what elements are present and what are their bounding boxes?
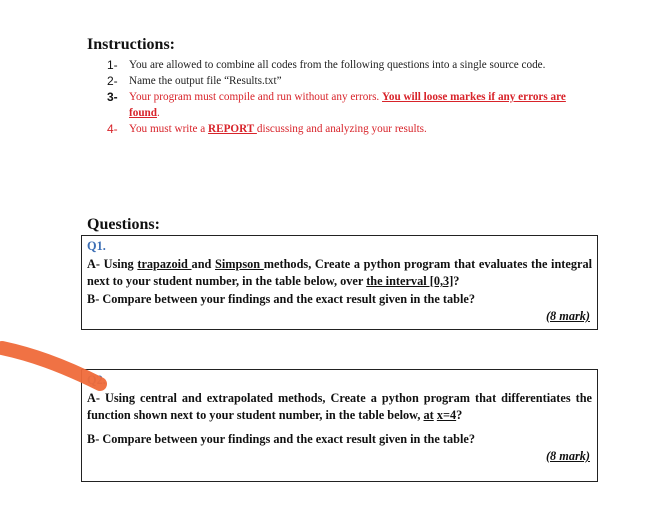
q1-a-text: and [191,256,216,271]
q1-interval: the interval [0,3] [366,274,454,288]
instruction-text-part: Your program must compile and run without any errors. [129,91,383,103]
question-2-label: Q2. [87,373,106,387]
question-2-mark: (8 mark) [545,449,590,463]
instruction-text [129,89,582,121]
question-1-part-a [87,256,592,291]
question-1-box [81,235,598,330]
instruction-item-1 [107,57,582,73]
instruction-item-3 [107,89,582,121]
questions-heading: Questions: [87,216,160,233]
q1-keyword-simpson: Simpson [215,256,264,271]
instruction-text: Name the output file “Results.txt” [129,75,282,87]
q1-a-text: methods, Create a python program that evaluates the integral next to your student number, in the table below, over [87,256,593,288]
instructions-list [107,57,582,137]
q2-x-value: x=4 [436,408,457,422]
highlighter-mark-icon [0,340,110,400]
instruction-text-part: You must write a [129,123,209,135]
instruction-text-part: . [157,107,160,119]
question-2-part-b: B- Compare between your findings and the exact result given in the table? [87,431,476,446]
instruction-number: 3- [107,90,118,104]
instruction-text: You are allowed to combine all codes from the following questions into a single source code. [129,59,546,71]
instruction-item-2 [107,73,582,89]
instruction-warning: You will loose markes if any errors are found [129,91,566,119]
instruction-text-part: discussing and analyzing your results. [256,123,427,135]
instruction-number: 1- [107,58,118,72]
q2-a-text: ? [456,408,463,422]
instruction-item-4 [107,121,582,137]
question-1-part-b: B- Compare between your findings and the exact result given in the table? [87,291,476,306]
instruction-text [129,121,582,137]
question-1-label: Q1. [87,239,106,253]
question-2-part-a [87,390,592,425]
instruction-number: 4- [107,122,118,136]
question-1-mark: (8 mark) [545,309,590,323]
instructions-heading: Instructions: [87,36,176,53]
question-2-box [81,369,598,482]
q1-a-text: ? [453,274,460,288]
q1-a-text: A- Using [87,256,138,271]
q1-keyword-trapazoid: trapazoid [137,256,192,271]
instruction-number: 2- [107,74,118,88]
q2-at: at [423,408,434,422]
q2-a-text: A- Using central and extrapolated methods, Create a python program that differentiates the function shown next to your student number, in the table below, [87,390,592,422]
instruction-report-keyword: REPORT [208,123,257,135]
